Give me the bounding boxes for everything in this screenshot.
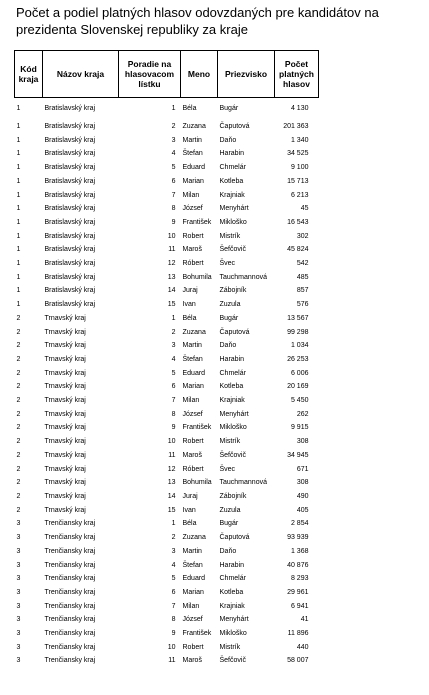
last-name-cell: Harabin (219, 561, 245, 569)
first-name-cell: Róbert (182, 465, 204, 473)
first-name-cell: Milan (182, 602, 200, 610)
kraj-code-cell: 3 (16, 547, 21, 555)
ballot-order-cell: 3 (171, 342, 176, 350)
kraj-name-cell: Trenčiansky kraj (44, 547, 96, 555)
table-row (15, 627, 319, 641)
kraj-name-cell: Bratislavský kraj (44, 205, 96, 213)
vote-count-cell: 45 824 (287, 246, 309, 254)
vote-count-cell: 6 006 (290, 369, 309, 377)
first-name-cell: Zuzana (182, 328, 206, 336)
vote-count-cell: 26 253 (287, 355, 309, 363)
first-name-cell: Milan (182, 191, 200, 199)
kraj-name-cell: Trenčiansky kraj (44, 630, 96, 638)
last-name-cell: Menyhárt (219, 205, 249, 213)
kraj-code-cell: 1 (16, 205, 21, 213)
table-row (15, 449, 319, 463)
vote-count-cell: 4 130 (290, 105, 309, 113)
table-row (15, 243, 319, 257)
ballot-order-cell: 6 (171, 588, 176, 596)
first-name-cell: Eduard (182, 369, 206, 377)
first-name-cell: Zuzana (182, 123, 206, 130)
table-header-row (15, 51, 319, 98)
ballot-order-cell: 9 (171, 218, 176, 226)
vote-count-cell: 58 007 (287, 657, 309, 665)
ballot-order-cell: 2 (171, 534, 176, 542)
ballot-order-cell: 10 (167, 643, 176, 651)
kraj-name-cell: Trnavský kraj (44, 410, 86, 418)
kraj-code-cell: 2 (16, 383, 21, 391)
first-name-cell: Bohumila (182, 273, 212, 281)
table-body (15, 98, 319, 669)
last-name-cell: Chmelár (219, 369, 246, 377)
vote-count-cell: 6 213 (290, 191, 309, 199)
first-name-cell: Marian (182, 177, 204, 185)
last-name-cell: Krajniak (219, 602, 245, 610)
last-name-cell: Krajniak (219, 191, 245, 199)
kraj-code-cell: 2 (16, 492, 21, 500)
vote-count-cell: 490 (296, 492, 309, 500)
ballot-order-cell: 11 (168, 657, 176, 665)
vote-count-cell: 11 896 (287, 630, 309, 638)
last-name-cell: Daňo (219, 547, 237, 555)
last-name-cell: Daňo (219, 136, 237, 144)
ballot-order-cell: 12 (167, 465, 176, 473)
last-name-cell: Šefčovič (219, 246, 246, 254)
table-row (15, 298, 319, 312)
table-row (15, 463, 319, 477)
col-header-kod-kraja: Kód kraja (15, 51, 43, 98)
kraj-name-cell: Trnavský kraj (44, 438, 86, 446)
last-name-cell: Menyhárt (219, 616, 249, 624)
first-name-cell: Marian (182, 383, 204, 391)
vote-count-cell: 99 298 (287, 328, 309, 336)
first-name-cell: Štefan (182, 355, 203, 363)
ballot-order-cell: 10 (167, 232, 176, 240)
last-name-cell: Menyhárt (219, 410, 249, 418)
ballot-order-cell: 5 (171, 164, 176, 172)
kraj-name-cell: Bratislavský kraj (44, 287, 96, 295)
first-name-cell: Juraj (182, 287, 198, 295)
last-name-cell: Tauchmannová (219, 273, 267, 281)
kraj-name-cell: Trnavský kraj (44, 342, 86, 350)
vote-count-cell: 857 (296, 287, 309, 295)
ballot-order-cell: 8 (171, 410, 176, 418)
vote-count-cell: 45 (300, 205, 309, 213)
last-name-cell: Harabin (219, 150, 245, 158)
kraj-code-cell: 1 (16, 273, 21, 281)
col-header-poradie: Poradie na hlasovacom lístku (119, 51, 181, 98)
last-name-cell: Šefčovič (219, 657, 246, 665)
last-name-cell: Zuzula (219, 506, 241, 514)
table-row (15, 271, 319, 285)
table-row (15, 476, 319, 490)
table-row (15, 600, 319, 614)
first-name-cell: József (182, 205, 203, 213)
vote-count-cell: 6 941 (290, 602, 309, 610)
table-row (15, 339, 319, 353)
vote-count-cell: 34 945 (287, 451, 309, 459)
kraj-name-cell: Bratislavský kraj (44, 273, 96, 281)
table-row (15, 202, 319, 216)
kraj-code-cell: 1 (16, 123, 21, 130)
kraj-name-cell: Bratislavský kraj (44, 164, 96, 172)
kraj-code-cell: 2 (16, 438, 21, 446)
ballot-order-cell: 12 (167, 260, 176, 268)
ballot-order-cell: 8 (171, 616, 176, 624)
vote-count-cell: 308 (296, 438, 309, 446)
first-name-cell: Robert (182, 438, 204, 446)
table-row (15, 353, 319, 367)
vote-count-cell: 1 034 (290, 342, 309, 350)
kraj-name-cell: Trnavský kraj (44, 424, 86, 432)
col-header-nazov-kraja: Názov kraja (43, 51, 119, 98)
ballot-order-cell: 1 (171, 105, 176, 113)
table-row (15, 284, 319, 298)
kraj-code-cell: 2 (16, 424, 21, 432)
table-row (15, 613, 319, 627)
ballot-order-cell: 9 (171, 424, 176, 432)
last-name-cell: Kotleba (219, 588, 244, 596)
ballot-order-cell: 9 (171, 630, 176, 638)
first-name-cell: Róbert (182, 260, 204, 268)
table-row (15, 312, 319, 326)
vote-count-cell: 29 961 (287, 588, 309, 596)
kraj-code-cell: 1 (16, 246, 21, 254)
first-name-cell: József (182, 616, 203, 624)
vote-count-cell: 302 (296, 232, 309, 240)
first-name-cell: Juraj (182, 492, 198, 500)
first-name-cell: Martin (182, 136, 202, 144)
last-name-cell: Zuzula (219, 301, 241, 309)
ballot-order-cell: 4 (171, 150, 176, 158)
kraj-name-cell: Trnavský kraj (44, 328, 86, 336)
table-row (15, 120, 319, 134)
ballot-order-cell: 6 (171, 383, 176, 391)
ballot-order-cell: 1 (171, 314, 176, 322)
table-row (15, 435, 319, 449)
last-name-cell: Chmelár (219, 575, 246, 583)
kraj-name-cell: Trenčiansky kraj (44, 575, 96, 583)
kraj-name-cell: Trnavský kraj (44, 492, 86, 500)
kraj-code-cell: 3 (16, 643, 21, 651)
kraj-code-cell: 1 (16, 177, 21, 185)
last-name-cell: Bugár (219, 105, 239, 113)
kraj-code-cell: 3 (16, 657, 21, 665)
table-row (15, 257, 319, 271)
kraj-name-cell: Trenčiansky kraj (44, 520, 96, 528)
vote-count-cell: 34 525 (287, 150, 309, 158)
kraj-code-cell: 2 (16, 369, 21, 377)
last-name-cell: Čaputová (219, 534, 250, 542)
last-name-cell: Tauchmannová (219, 479, 267, 487)
kraj-code-cell: 2 (16, 465, 21, 473)
first-name-cell: Béla (182, 314, 197, 322)
kraj-name-cell: Trenčiansky kraj (44, 561, 96, 569)
kraj-code-cell: 2 (16, 479, 21, 487)
last-name-cell: Bugár (219, 520, 239, 528)
vote-count-cell: 542 (296, 260, 309, 268)
ballot-order-cell: 4 (171, 561, 176, 569)
ballot-order-cell: 11 (168, 246, 176, 254)
kraj-name-cell: Bratislavský kraj (44, 232, 96, 240)
first-name-cell: József (182, 410, 203, 418)
kraj-name-cell: Trnavský kraj (44, 506, 86, 514)
table-row (15, 517, 319, 531)
kraj-name-cell: Bratislavský kraj (44, 123, 96, 130)
table-row (15, 654, 319, 668)
table-row (15, 408, 319, 422)
first-name-cell: Béla (182, 105, 197, 113)
kraj-name-cell: Trenčiansky kraj (44, 534, 96, 542)
kraj-code-cell: 2 (16, 410, 21, 418)
kraj-name-cell: Trenčiansky kraj (44, 602, 96, 610)
ballot-order-cell: 2 (171, 123, 176, 130)
first-name-cell: František (182, 424, 212, 432)
kraj-name-cell: Trenčiansky kraj (44, 588, 96, 596)
last-name-cell: Kotleba (219, 383, 244, 391)
last-name-cell: Bugár (219, 314, 239, 322)
kraj-name-cell: Trnavský kraj (44, 355, 86, 363)
kraj-name-cell: Trnavský kraj (44, 479, 86, 487)
vote-count-cell: 20 169 (287, 383, 309, 391)
last-name-cell: Daňo (219, 342, 237, 350)
first-name-cell: Maroš (182, 657, 202, 665)
first-name-cell: Zuzana (182, 534, 206, 542)
table-row (15, 134, 319, 148)
last-name-cell: Kotleba (219, 177, 244, 185)
first-name-cell: Béla (182, 520, 197, 528)
kraj-name-cell: Trnavský kraj (44, 397, 86, 405)
ballot-order-cell: 3 (171, 136, 176, 144)
kraj-name-cell: Trnavský kraj (44, 383, 86, 391)
vote-count-cell: 5 450 (290, 397, 309, 405)
ballot-order-cell: 3 (171, 547, 176, 555)
kraj-code-cell: 3 (16, 602, 21, 610)
table-row (15, 421, 319, 435)
ballot-order-cell: 13 (167, 479, 176, 487)
kraj-name-cell: Bratislavský kraj (44, 260, 96, 268)
kraj-code-cell: 2 (16, 506, 21, 514)
vote-count-cell: 2 854 (290, 520, 309, 528)
table-row (15, 504, 319, 518)
ballot-order-cell: 11 (168, 451, 176, 459)
table-row (15, 641, 319, 655)
first-name-cell: Marian (182, 588, 204, 596)
table-row (15, 161, 319, 175)
last-name-cell: Krajniak (219, 397, 245, 405)
vote-count-cell: 9 100 (290, 164, 309, 172)
vote-count-cell: 262 (296, 410, 309, 418)
vote-count-cell: 440 (296, 643, 309, 651)
table-row (15, 98, 319, 121)
last-name-cell: Harabin (219, 355, 245, 363)
table-row (15, 490, 319, 504)
first-name-cell: Eduard (182, 575, 206, 583)
first-name-cell: Bohumila (182, 479, 212, 487)
vote-count-cell: 201 363 (283, 123, 309, 130)
last-name-cell: Zábojník (219, 492, 247, 500)
kraj-name-cell: Trenčiansky kraj (44, 643, 96, 651)
first-name-cell: Robert (182, 232, 204, 240)
first-name-cell: Martin (182, 342, 202, 350)
kraj-code-cell: 2 (16, 342, 21, 350)
kraj-name-cell: Trenčiansky kraj (44, 657, 96, 665)
kraj-code-cell: 3 (16, 616, 21, 624)
ballot-order-cell: 4 (171, 355, 176, 363)
kraj-code-cell: 1 (16, 105, 21, 113)
vote-count-cell: 1 368 (290, 547, 309, 555)
vote-count-cell: 93 939 (287, 534, 309, 542)
ballot-order-cell: 5 (171, 575, 176, 583)
kraj-code-cell: 2 (16, 355, 21, 363)
kraj-code-cell: 2 (16, 328, 21, 336)
kraj-code-cell: 3 (16, 588, 21, 596)
table-row (15, 216, 319, 230)
ballot-order-cell: 15 (167, 506, 176, 514)
first-name-cell: Martin (182, 547, 202, 555)
first-name-cell: Maroš (182, 451, 202, 459)
kraj-name-cell: Bratislavský kraj (44, 218, 96, 226)
last-name-cell: Švec (219, 465, 236, 473)
vote-count-cell: 8 293 (290, 575, 309, 583)
kraj-code-cell: 2 (16, 451, 21, 459)
kraj-name-cell: Bratislavský kraj (44, 191, 96, 199)
kraj-name-cell: Bratislavský kraj (44, 301, 96, 309)
last-name-cell: Čaputová (219, 328, 250, 336)
kraj-name-cell: Trenčiansky kraj (44, 616, 96, 624)
vote-count-cell: 15 713 (287, 177, 309, 185)
first-name-cell: Ivan (182, 506, 196, 514)
col-header-meno: Meno (181, 51, 218, 98)
ballot-order-cell: 5 (171, 369, 176, 377)
kraj-code-cell: 3 (16, 520, 21, 528)
kraj-code-cell: 3 (16, 630, 21, 638)
ballot-order-cell: 7 (171, 397, 176, 405)
table-row (15, 367, 319, 381)
vote-count-cell: 16 543 (287, 218, 309, 226)
last-name-cell: Mikloško (219, 424, 247, 432)
kraj-name-cell: Bratislavský kraj (44, 105, 96, 113)
vote-count-cell: 41 (300, 616, 309, 624)
first-name-cell: František (182, 218, 212, 226)
kraj-code-cell: 3 (16, 575, 21, 583)
vote-count-cell: 13 567 (287, 314, 309, 322)
kraj-code-cell: 2 (16, 314, 21, 322)
vote-count-cell: 40 876 (287, 561, 309, 569)
vote-count-cell: 9 915 (290, 424, 309, 432)
table-row (15, 147, 319, 161)
kraj-code-cell: 1 (16, 136, 21, 144)
vote-count-cell: 576 (296, 301, 309, 309)
ballot-order-cell: 14 (167, 287, 176, 295)
kraj-code-cell: 2 (16, 397, 21, 405)
first-name-cell: Štefan (182, 150, 203, 158)
kraj-code-cell: 1 (16, 301, 21, 309)
table-row (15, 380, 319, 394)
ballot-order-cell: 10 (167, 438, 176, 446)
kraj-code-cell: 1 (16, 232, 21, 240)
ballot-order-cell: 14 (167, 492, 176, 500)
table-row (15, 326, 319, 340)
last-name-cell: Mikloško (219, 630, 247, 638)
first-name-cell: Robert (182, 643, 204, 651)
kraj-code-cell: 1 (16, 218, 21, 226)
ballot-order-cell: 6 (171, 177, 176, 185)
last-name-cell: Šefčovič (219, 451, 246, 459)
table-row (15, 394, 319, 408)
first-name-cell: Maroš (182, 246, 202, 254)
kraj-name-cell: Bratislavský kraj (44, 246, 96, 254)
ballot-order-cell: 7 (171, 602, 176, 610)
kraj-name-cell: Trnavský kraj (44, 465, 86, 473)
results-table (14, 50, 319, 668)
ballot-order-cell: 7 (171, 191, 176, 199)
kraj-code-cell: 1 (16, 191, 21, 199)
last-name-cell: Mikloško (219, 218, 247, 226)
kraj-name-cell: Trnavský kraj (44, 314, 86, 322)
kraj-code-cell: 1 (16, 260, 21, 268)
last-name-cell: Mistrík (219, 232, 241, 240)
vote-count-cell: 308 (296, 479, 309, 487)
first-name-cell: František (182, 630, 212, 638)
first-name-cell: Eduard (182, 164, 206, 172)
vote-count-cell: 405 (296, 506, 309, 514)
kraj-code-cell: 1 (16, 287, 21, 295)
ballot-order-cell: 13 (167, 273, 176, 281)
kraj-name-cell: Bratislavský kraj (44, 136, 96, 144)
kraj-code-cell: 1 (16, 164, 21, 172)
first-name-cell: Ivan (182, 301, 196, 309)
table-row (15, 572, 319, 586)
last-name-cell: Čaputová (219, 123, 250, 130)
vote-count-cell: 1 340 (290, 136, 309, 144)
page-title: Počet a podiel platných hlasov odovzdaných pre kandidátov na prezidenta Slovenskej republiky za kraje (16, 5, 379, 37)
vote-count-cell: 485 (296, 273, 309, 281)
ballot-order-cell: 1 (171, 520, 176, 528)
col-header-priezvisko: Priezvisko (218, 51, 275, 98)
last-name-cell: Zábojník (219, 287, 247, 295)
kraj-code-cell: 1 (16, 150, 21, 158)
table-row (15, 559, 319, 573)
table-row (15, 189, 319, 203)
last-name-cell: Švec (219, 260, 236, 268)
kraj-code-cell: 3 (16, 561, 21, 569)
ballot-order-cell: 15 (167, 301, 176, 309)
table-row (15, 531, 319, 545)
kraj-name-cell: Trnavský kraj (44, 451, 86, 459)
first-name-cell: Milan (182, 397, 200, 405)
ballot-order-cell: 8 (171, 205, 176, 213)
table-row (15, 586, 319, 600)
ballot-order-cell: 2 (171, 328, 176, 336)
vote-count-cell: 671 (296, 465, 309, 473)
kraj-code-cell: 3 (16, 534, 21, 542)
last-name-cell: Mistrík (219, 643, 241, 651)
table-row (15, 230, 319, 244)
kraj-name-cell: Trnavský kraj (44, 369, 86, 377)
col-header-pocet-hlasov: Počet platných hlasov (275, 51, 319, 98)
table-row (15, 175, 319, 189)
kraj-name-cell: Bratislavský kraj (44, 150, 96, 158)
last-name-cell: Mistrík (219, 438, 241, 446)
kraj-name-cell: Bratislavský kraj (44, 177, 96, 185)
last-name-cell: Chmelár (219, 164, 246, 172)
first-name-cell: Štefan (182, 561, 203, 569)
table-row (15, 545, 319, 559)
